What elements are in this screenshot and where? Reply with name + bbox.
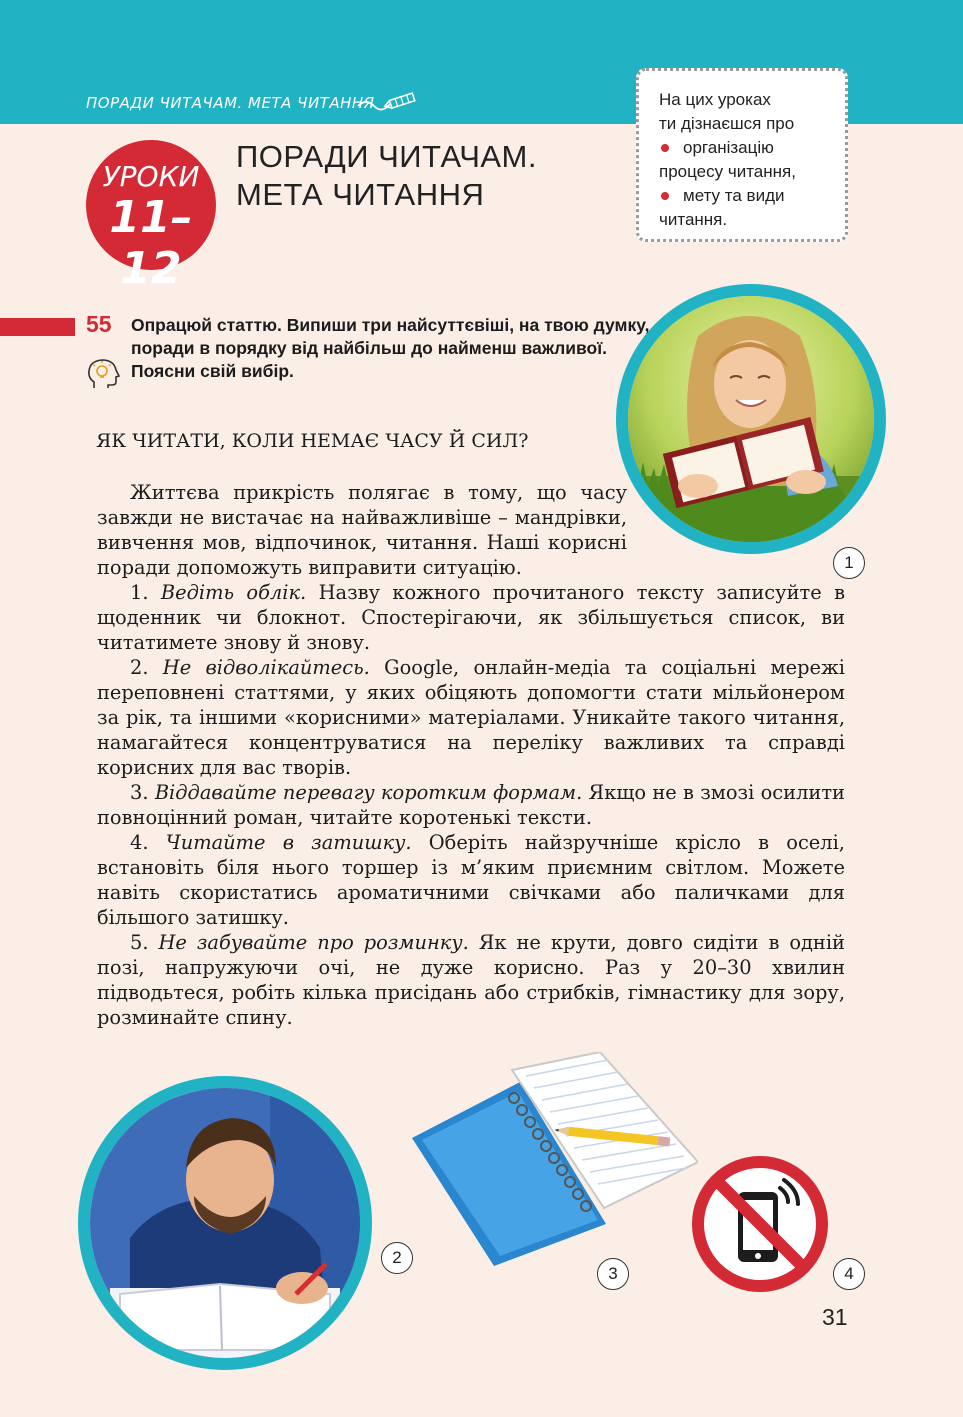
page-number: 31 <box>822 1304 848 1330</box>
bullet-icon <box>661 192 669 200</box>
goal-item1-line1: організацію <box>683 138 774 157</box>
goals-intro-line1: На цих уроках <box>659 90 771 109</box>
tip-paragraph <box>97 830 845 930</box>
student-writing-illustration <box>90 1088 360 1358</box>
tip-text: Якщо не в змозі осилити повноцінний роман, читайте коротенькі тексти. <box>97 781 845 829</box>
tip-paragraph <box>97 580 845 655</box>
task-text: Опрацюй статтю. Випиши три найсуттєвіші, на твою думку, поради в порядку від найбільш до найменш важливої. Поясни свій вибір. <box>131 315 650 381</box>
figure-number-1: 1 <box>833 547 865 579</box>
lesson-goals-box <box>636 68 848 242</box>
tip-number: 3. <box>130 781 149 804</box>
goals-intro-line2: ти дізнаєшся про <box>659 114 795 133</box>
article-body <box>97 480 845 1030</box>
tip-title: Читайте в затишку. <box>165 831 412 854</box>
photo-student-writing <box>78 1076 372 1370</box>
lesson-badge <box>86 140 216 294</box>
tip-number: 4. <box>130 831 149 854</box>
figure-number-2: 2 <box>381 1242 413 1274</box>
tip-title: Не відволікайтесь. <box>162 656 370 679</box>
task-number: 55 <box>86 311 112 337</box>
lesson-title <box>236 138 537 214</box>
lesson-title-line1: ПОРАДИ ЧИТАЧАМ. <box>236 139 537 174</box>
tip-number: 1. <box>130 581 149 604</box>
goal-item <box>659 184 833 208</box>
goal-item <box>659 136 833 160</box>
tip-paragraph <box>97 655 845 780</box>
tip-text: Назву кожного прочитаного тексту записуйте в щоденник чи блокнот. Спостерігаючи, як збільшується список, ви читатимете знову й знову. <box>97 581 845 654</box>
tip-text: Google, онлайн-медіа та соціальні мережі переповнені статтями, у яких обіцяють допомогти стати мільйонером за рік, та іншими «корисними» матеріалами. Уникайте такого читання, намагайтеся концентруватися на переліку важливих та справді корисних для вас творів. <box>97 656 845 779</box>
tip-text: Оберіть найзручніше крісло в оселі, встановіть біля нього торшер із м’яким приємним світлом. Можете навіть скористатись ароматичними свічками або паличками для більшого затишку. <box>97 831 845 929</box>
tip-paragraph <box>97 780 845 830</box>
running-head: ПОРАДИ ЧИТАЧАМ. МЕТА ЧИТАННЯ <box>86 94 375 112</box>
pencil-icon <box>356 86 420 114</box>
tip-number: 5. <box>130 931 149 954</box>
lesson-title-line2: МЕТА ЧИТАННЯ <box>236 177 485 212</box>
tip-title: Ведіть облік. <box>160 581 307 604</box>
lightbulb-head-icon <box>86 358 122 390</box>
lesson-badge-label: УРОКИ <box>102 160 200 193</box>
bullet-icon <box>661 144 669 152</box>
article-title: ЯК ЧИТАТИ, КОЛИ НЕМАЄ ЧАСУ Й СИЛ? <box>96 430 529 452</box>
figure-number-4: 4 <box>833 1258 865 1290</box>
tip-title: Не забувайте про розминку. <box>158 931 469 954</box>
no-phone-icon <box>690 1154 830 1294</box>
tip-number: 2. <box>130 656 149 679</box>
article-intro: Життєва прикрість полягає в тому, що часу завжди не вистачає на найважливіше – мандрівки, вивчення мов, відпочинок, читання. Наші корисні поради допоможуть виправити ситуацію. <box>97 481 627 579</box>
goal-item2-line1: мету та види <box>683 186 785 205</box>
lesson-badge-numbers: 11–12 <box>109 192 193 294</box>
notebook-pencil-illustration <box>408 1052 698 1268</box>
figure-number-3: 3 <box>597 1258 629 1290</box>
task-marker-bar <box>0 318 75 336</box>
goal-item2-line2: читання. <box>659 210 728 229</box>
tip-text: Як не крути, довго сидіти в одній позі, напружуючи очі, не дуже корисно. Раз у 20–30 хвилин підводьтеся, робіть кілька присідань або стрибків, гімнастику для зору, розминайте спину. <box>97 931 845 1029</box>
goal-item1-line2: процесу читання, <box>659 162 796 181</box>
tip-paragraph <box>97 930 845 1030</box>
tip-title: Віддавайте перевагу коротким формам. <box>154 781 583 804</box>
